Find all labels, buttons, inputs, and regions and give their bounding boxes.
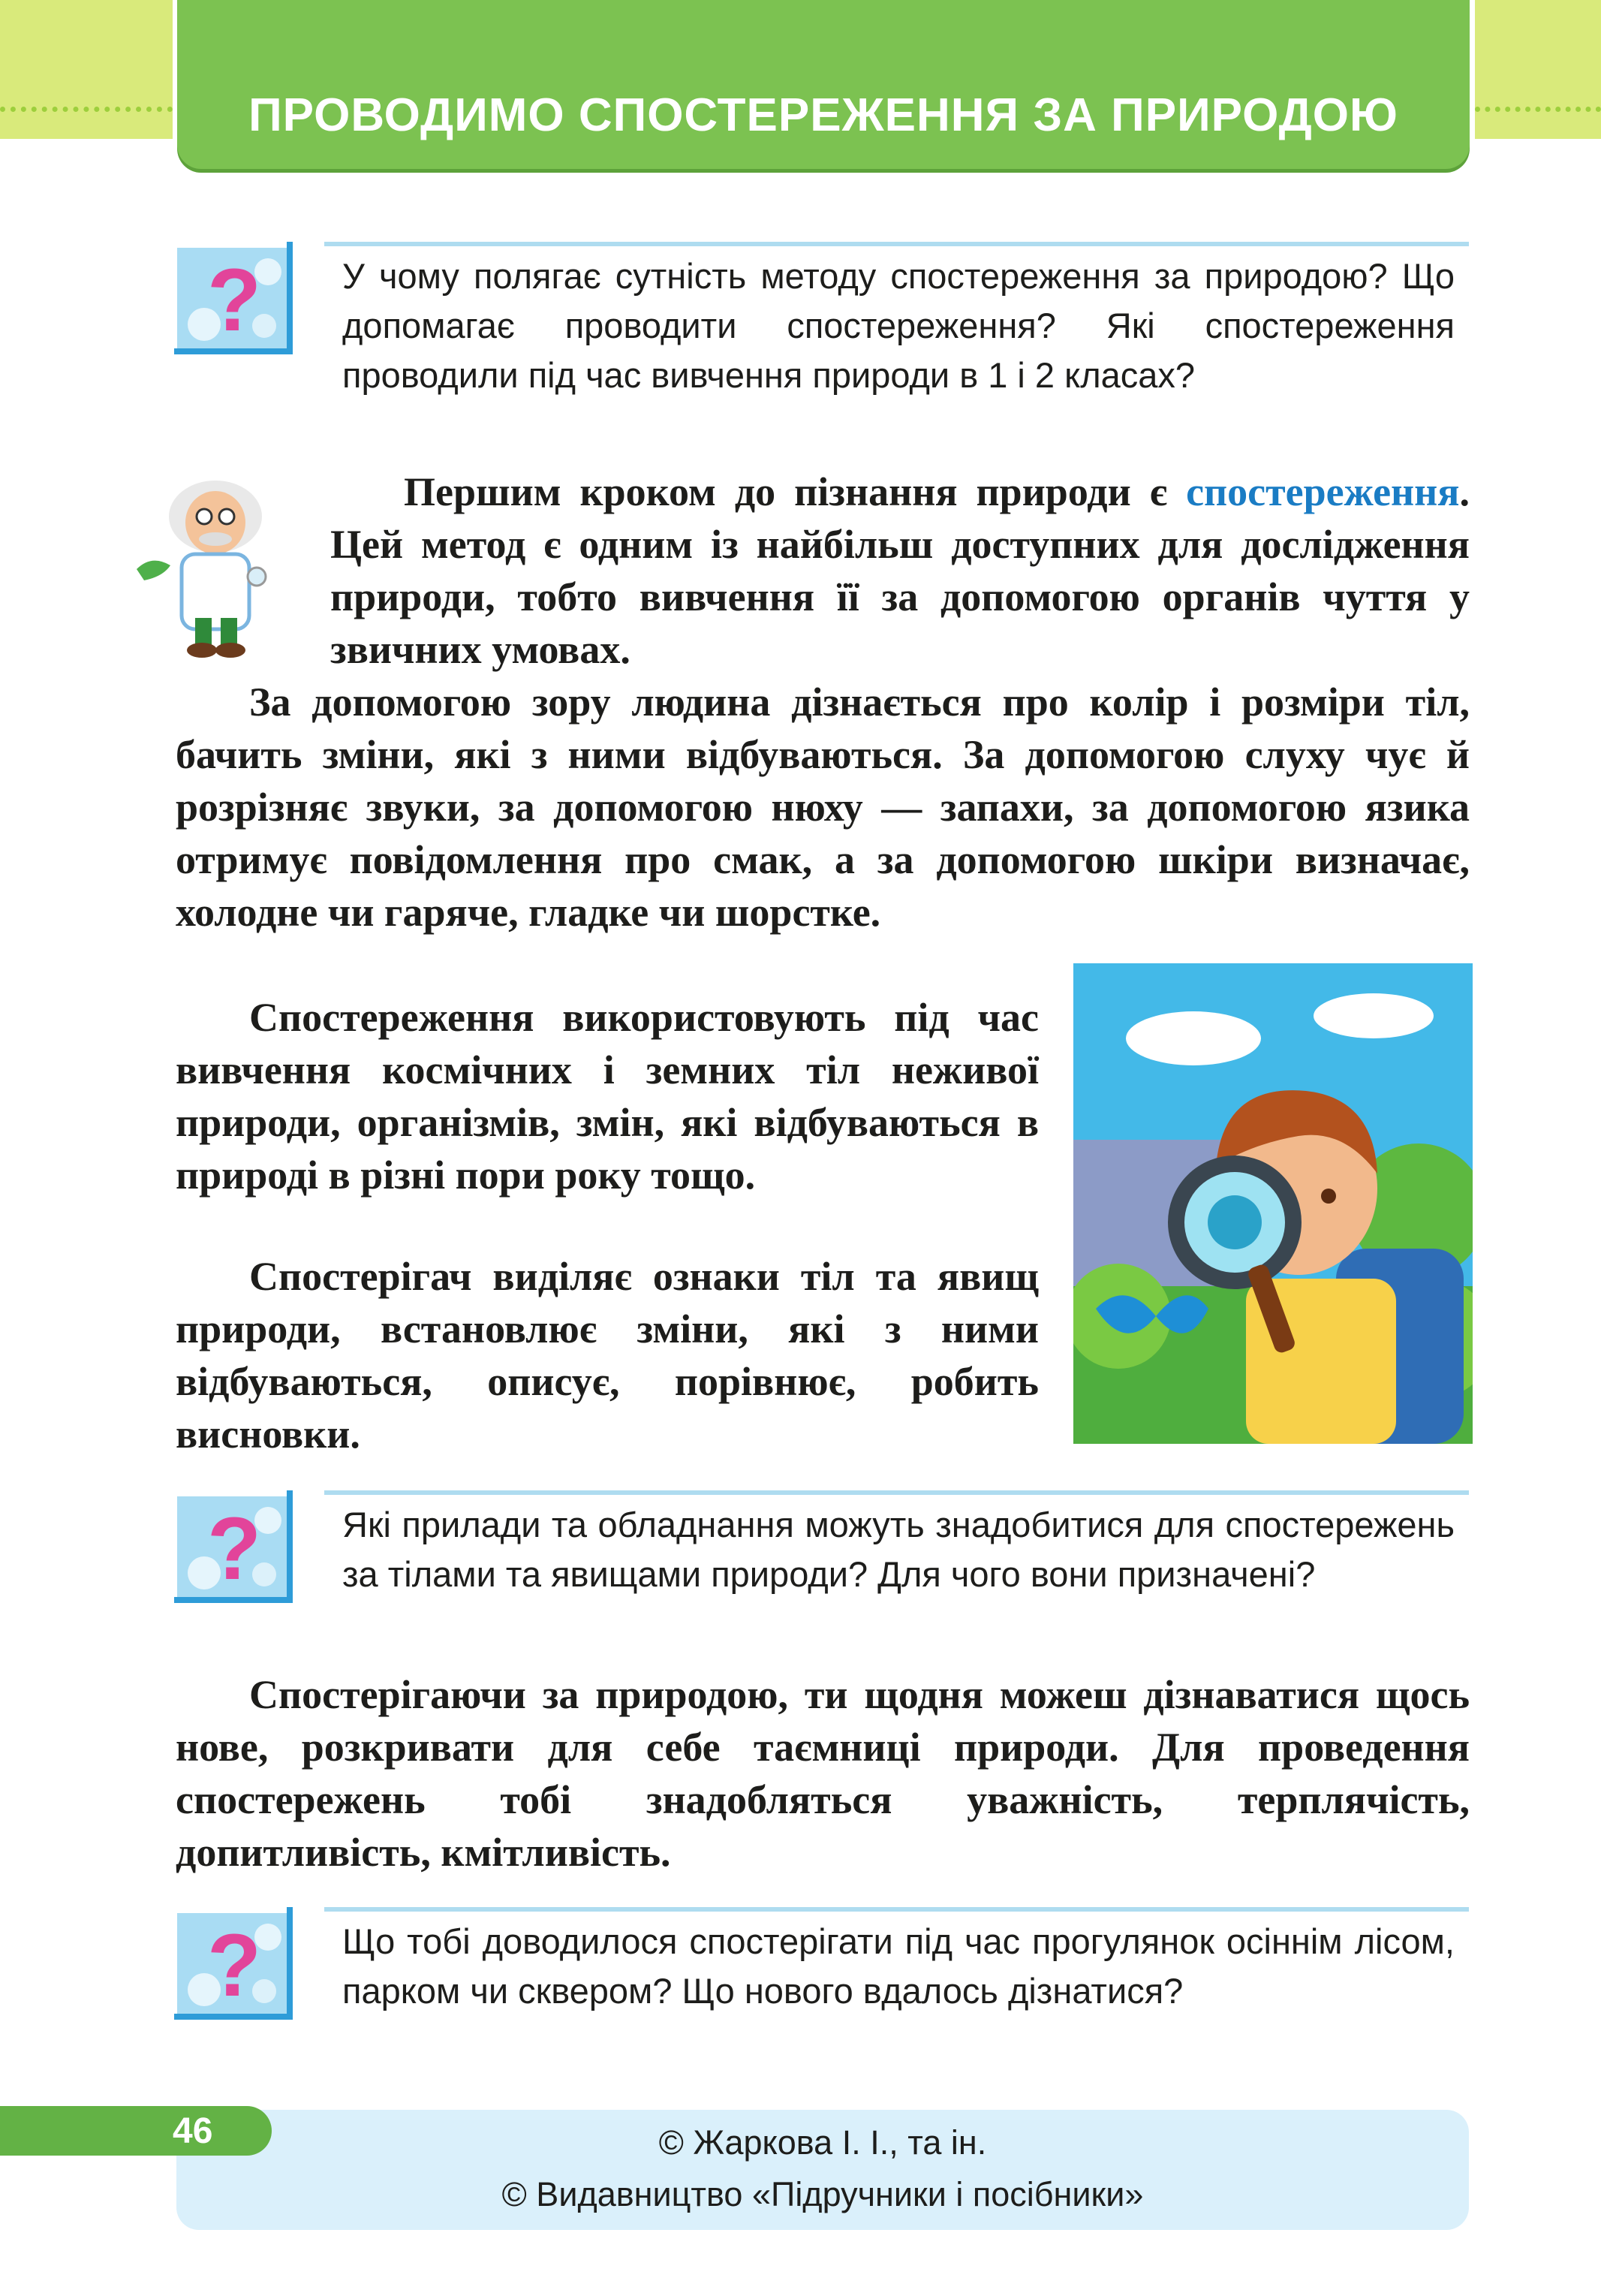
question-text: У чому полягає сутність методу спостереження за природою? Що допомагає проводити спостереження? Які спостереження проводили під час вивчення природи в 1 і 2 класах?: [342, 256, 1455, 395]
professor-character-icon: [129, 464, 302, 661]
page-number: 46: [173, 2111, 213, 2151]
daily-paragraph: [176, 1668, 1470, 1879]
daily-text: Спостерігаючи за природою, ти щодня можеш дізнаватися щось нове, розкривати для себе таємниці природи. Для проведення спостережень тобі знадобляться уважність, терплячість, допитливість, кмітливість.: [176, 1672, 1470, 1875]
intro-text-end: . Цей метод є одним із найбільш доступних для дослідження природи, тобто вивчення її за допомогою органів чуття у звичних умовах.: [330, 469, 1470, 672]
page-title: ПРОВОДИМО СПОСТЕРЕЖЕННЯ ЗА ПРИРОДОЮ: [248, 89, 1398, 141]
svg-text:?: ?: [206, 251, 262, 350]
question-divider: [324, 242, 1469, 246]
question-mark-icon: [174, 1907, 296, 2020]
question-mark-icon: [174, 242, 296, 354]
header-dots-right: [1475, 107, 1601, 121]
question-text: Що тобі доводилося спостерігати під час прогулянок осіннім лісом, парком чи сквером? Що нового вдалось дізнатися?: [342, 1921, 1455, 2011]
usage-paragraph: [176, 991, 1039, 1201]
copyright-publisher: © Видавництво «Підручники і посібники»: [501, 2175, 1144, 2213]
observer-paragraph: [176, 1250, 1039, 1460]
question-divider: [324, 1490, 1469, 1495]
question-mark-icon: [174, 1490, 296, 1603]
copyright-authors: © Жаркова І. І., та ін.: [658, 2123, 987, 2162]
header-dots-left: [0, 107, 173, 121]
senses-paragraph: [176, 676, 1470, 939]
senses-text: За допомогою зору людина дізнається про колір і розміри тіл, бачить зміни, які з ними відбуваються. За допомогою слуху чує й розрізняє звуки, за допомогою нюху — запахи, за допомогою язика отримує повідомлення про смак, а за допомогою шкіри визначає, холодне чи гаряче, гладке чи шорстке.: [176, 679, 1470, 935]
observer-text: Спостерігач виділяє ознаки тіл та явищ природи, встановлює зміни, які з ними відбуваються, описує, порівнює, робить висновки.: [176, 1254, 1039, 1457]
intro-text-start: Першим кроком до пізнання природи є: [404, 469, 1187, 514]
usage-text: Спостереження використовують під час вивчення космічних і земних тіл неживої природи, організмів, змін, які відбуваються в природі в різні пори року тощо.: [176, 995, 1039, 1198]
header-banner: [177, 0, 1470, 169]
boy-with-magnifier-illustration: [1073, 963, 1473, 1444]
question-text: Які прилади та обладнання можуть знадобитися для спостережень за тілами та явищами природи? Для чого вони призначені?: [342, 1505, 1455, 1594]
question-divider: [324, 1907, 1469, 1912]
intro-paragraph: [330, 466, 1470, 676]
svg-text:?: ?: [206, 1499, 262, 1598]
svg-text:?: ?: [206, 1916, 262, 2015]
key-term: спостереження: [1186, 469, 1460, 514]
